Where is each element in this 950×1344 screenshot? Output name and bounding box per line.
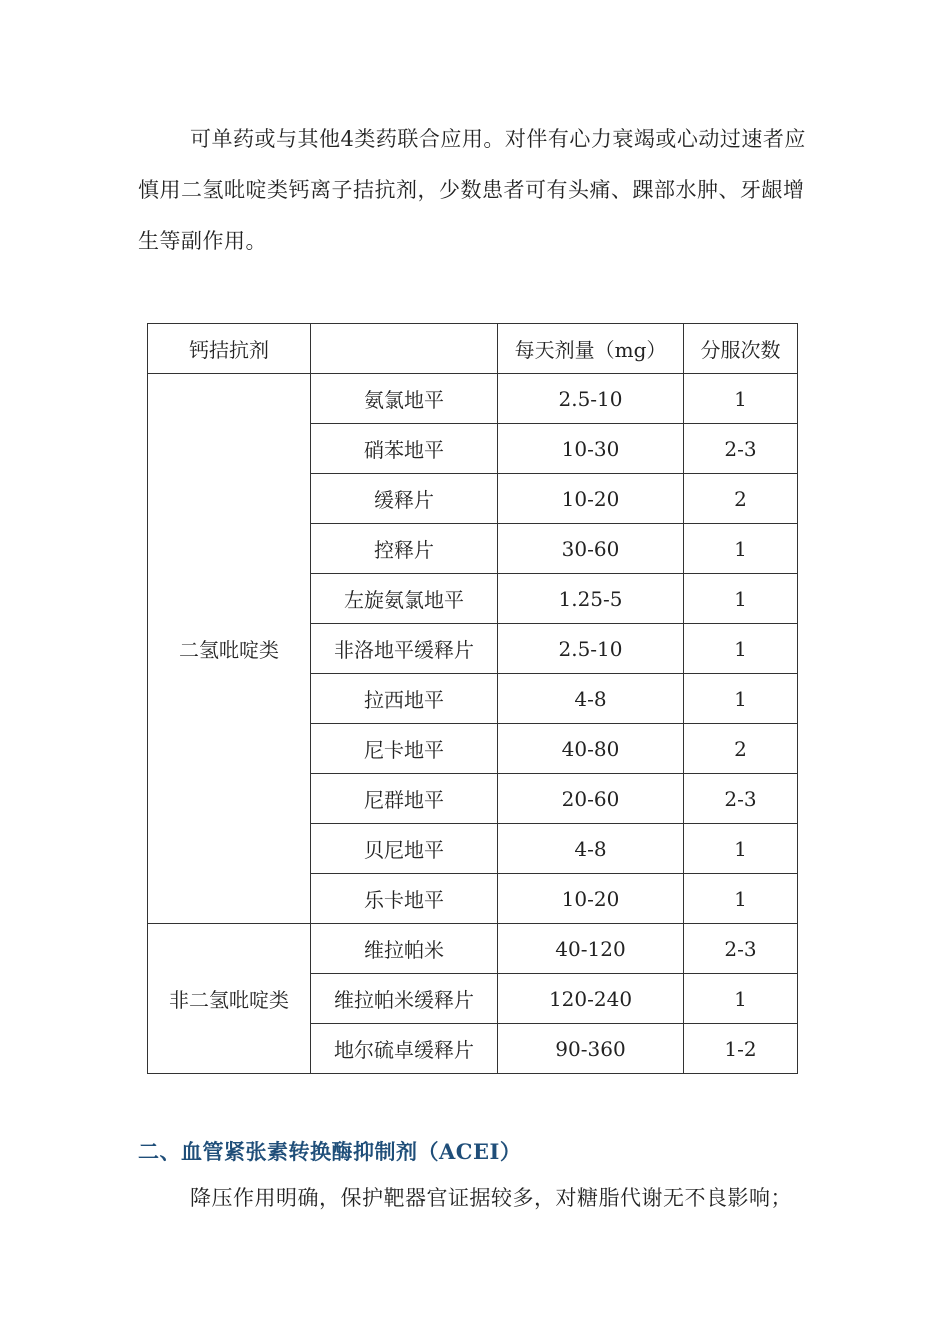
dose-frequency-cell: 1 (684, 824, 798, 874)
daily-dose-cell: 30-60 (498, 524, 684, 574)
daily-dose-cell: 10-20 (498, 874, 684, 924)
intro-paragraph: 可单药或与其他4类药联合应用。对伴有心力衰竭或心动过速者应慎用二氢吡啶类钙离子拮抗剂，少数患者可有头痛、踝部水肿、牙龈增生等副作用。 (138, 127, 806, 253)
drug-name-cell: 维拉帕米缓释片 (311, 974, 498, 1024)
dose-frequency-cell: 1 (684, 624, 798, 674)
daily-dose-cell: 40-80 (498, 724, 684, 774)
daily-dose-cell: 10-30 (498, 424, 684, 474)
table-row (148, 924, 798, 974)
drug-name-cell: 氨氯地平 (311, 374, 498, 424)
drug-name-cell: 拉西地平 (311, 674, 498, 724)
header-drug-class: 钙拮抗剂 (148, 324, 311, 374)
dose-frequency-cell: 2-3 (684, 424, 798, 474)
dose-frequency-cell: 1 (684, 574, 798, 624)
drug-name-cell: 贝尼地平 (311, 824, 498, 874)
daily-dose-cell: 2.5-10 (498, 374, 684, 424)
table-header-row (148, 324, 798, 374)
header-drug-name (311, 324, 498, 374)
header-daily-dose: 每天剂量（mg） (498, 324, 684, 374)
dose-frequency-cell: 2-3 (684, 924, 798, 974)
drug-name-cell: 地尔硫卓缓释片 (311, 1024, 498, 1074)
dose-frequency-cell: 1 (684, 974, 798, 1024)
drug-class-cell: 二氢吡啶类 (148, 374, 311, 924)
dose-frequency-cell: 1 (684, 674, 798, 724)
header-dose-frequency: 分服次数 (684, 324, 798, 374)
drug-name-cell: 乐卡地平 (311, 874, 498, 924)
daily-dose-cell: 120-240 (498, 974, 684, 1024)
drug-name-cell: 缓释片 (311, 474, 498, 524)
daily-dose-cell: 10-20 (498, 474, 684, 524)
drug-name-cell: 维拉帕米 (311, 924, 498, 974)
acei-paragraph: 降压作用明确，保护靶器官证据较多，对糖脂代谢无不良影响； (190, 1186, 792, 1210)
drug-name-cell: 尼卡地平 (311, 724, 498, 774)
drug-name-cell: 尼群地平 (311, 774, 498, 824)
dose-frequency-cell: 1 (684, 524, 798, 574)
daily-dose-cell: 40-120 (498, 924, 684, 974)
daily-dose-cell: 1.25-5 (498, 574, 684, 624)
drug-name-cell: 控释片 (311, 524, 498, 574)
daily-dose-cell: 2.5-10 (498, 624, 684, 674)
dose-frequency-cell: 1 (684, 374, 798, 424)
daily-dose-cell: 20-60 (498, 774, 684, 824)
dose-frequency-cell: 1-2 (684, 1024, 798, 1074)
drug-name-cell: 左旋氨氯地平 (311, 574, 498, 624)
drug-name-cell: 硝苯地平 (311, 424, 498, 474)
section-heading-acei: 二、血管紧张素转换酶抑制剂（ACEI） (138, 1139, 522, 1164)
daily-dose-cell: 4-8 (498, 824, 684, 874)
drug-class-cell: 非二氢吡啶类 (148, 924, 311, 1074)
daily-dose-cell: 4-8 (498, 674, 684, 724)
dose-frequency-cell: 2 (684, 724, 798, 774)
table-row (148, 374, 798, 424)
daily-dose-cell: 90-360 (498, 1024, 684, 1074)
dose-frequency-cell: 2 (684, 474, 798, 524)
dose-frequency-cell: 1 (684, 874, 798, 924)
drug-name-cell: 非洛地平缓释片 (311, 624, 498, 674)
calcium-blocker-dosage-table (147, 323, 798, 1074)
dose-frequency-cell: 2-3 (684, 774, 798, 824)
